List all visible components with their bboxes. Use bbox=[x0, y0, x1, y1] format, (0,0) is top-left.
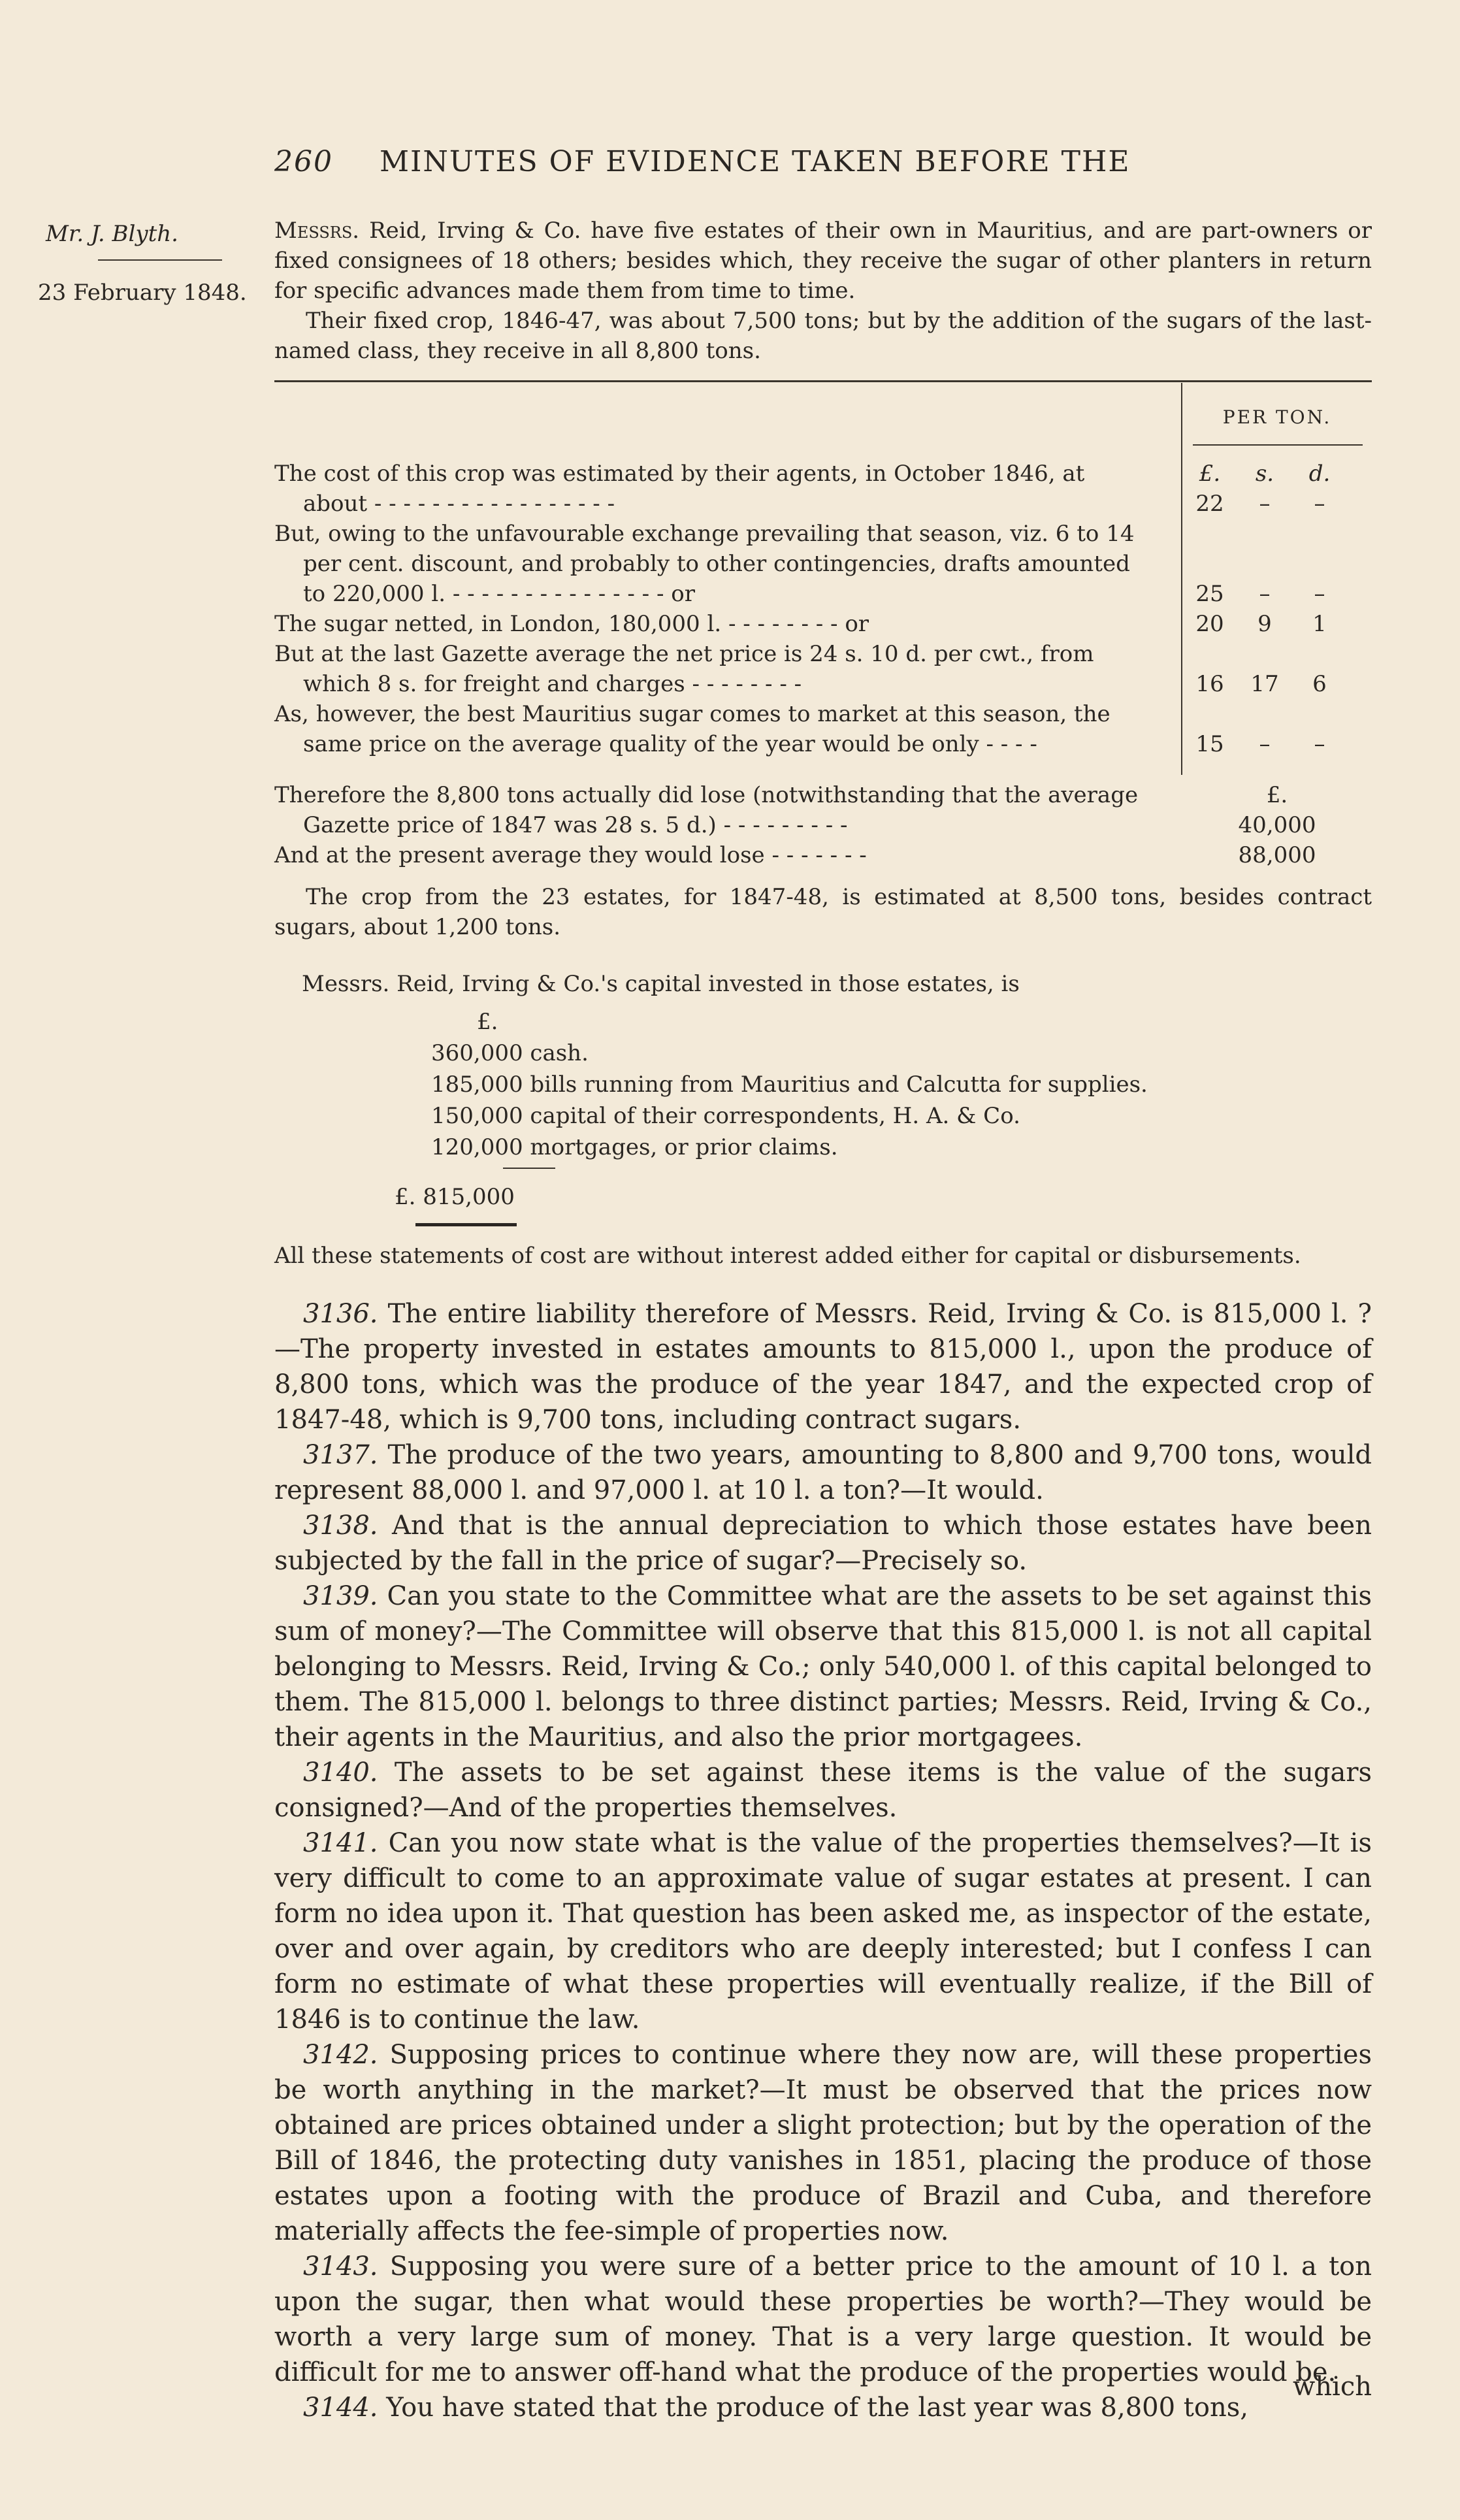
unit-pounds: £. bbox=[1199, 461, 1221, 487]
table-row: same price on the average quality of the year would be only - - - - bbox=[303, 731, 1037, 757]
question-3140 bbox=[274, 1755, 1372, 1825]
amount-pounds: 16 bbox=[1195, 671, 1224, 697]
table-row: But, owing to the unfavourable exchange prevailing that season, viz. 6 to 14 bbox=[274, 521, 1135, 547]
table-row: But at the last Gazette average the net price is 24 s. 10 d. per cwt., from bbox=[274, 641, 1094, 667]
amount-pounds: 20 bbox=[1195, 611, 1224, 637]
loss-row: Gazette price of 1847 was 28 s. 5 d.) - - - - - - - - - bbox=[303, 812, 848, 838]
question-number: 3137. bbox=[303, 1440, 378, 1470]
amount-row bbox=[1182, 669, 1372, 699]
question-3139 bbox=[274, 1579, 1372, 1755]
page-number: 260 bbox=[274, 145, 333, 178]
capital-item: 120,000 mortgages, or prior claims. bbox=[431, 1134, 838, 1160]
per-ton-rule bbox=[1193, 444, 1363, 446]
loss-row: And at the present average they would lose - - - - - - - bbox=[274, 842, 867, 868]
question-number: 3141. bbox=[303, 1828, 378, 1858]
intro-text bbox=[274, 216, 1372, 366]
intro-paragraph-1 bbox=[274, 216, 1372, 306]
question-3143 bbox=[274, 2249, 1372, 2390]
loss-amount: 88,000 bbox=[1238, 842, 1316, 868]
amount-shillings: 17 bbox=[1250, 671, 1279, 697]
amount-pounds: 22 bbox=[1195, 491, 1224, 517]
capital-sum-rule bbox=[503, 1168, 555, 1169]
intro-lead: Messrs. bbox=[274, 218, 360, 244]
table-row: about - - - - - - - - - - - - - - - - - bbox=[303, 491, 615, 517]
amount-pounds: 25 bbox=[1195, 581, 1224, 607]
question-number: 3136. bbox=[303, 1299, 378, 1329]
question-text: The produce of the two years, amounting to 8,800 and 9,700 tons, would represent 88,000 l. and 97,000 l. at 10 l. a ton?—It would. bbox=[274, 1440, 1372, 1505]
capital-heading: Messrs. Reid, Irving & Co.'s capital invested in those estates, is bbox=[302, 971, 1020, 997]
question-text: You have stated that the produce of the last year was 8,800 tons, bbox=[386, 2393, 1248, 2423]
question-number: 3143. bbox=[303, 2251, 378, 2282]
loss-amount: 40,000 bbox=[1238, 812, 1316, 838]
amount-pounds: 15 bbox=[1195, 731, 1224, 757]
table-row: As, however, the best Mauritius sugar comes to market at this season, the bbox=[274, 701, 1111, 727]
amount-pence: 6 bbox=[1312, 671, 1327, 697]
unit-pence: d. bbox=[1308, 461, 1331, 487]
question-3137 bbox=[274, 1437, 1372, 1508]
amount-row bbox=[1182, 609, 1372, 639]
table-row: The cost of this crop was estimated by their agents, in October 1846, at bbox=[274, 461, 1085, 487]
witness-name: Mr. J. Blyth. bbox=[46, 221, 178, 247]
evidence-questions bbox=[274, 1296, 1372, 2425]
per-ton-header: PER TON. bbox=[1222, 406, 1332, 428]
table-row: which 8 s. for freight and charges - - - - - - - - bbox=[303, 671, 802, 697]
question-3138 bbox=[274, 1508, 1372, 1579]
amount-pence: – bbox=[1314, 581, 1325, 607]
unit-row bbox=[1182, 459, 1372, 489]
margin-date: 23 February 1848. bbox=[38, 280, 247, 306]
intro-rest: Reid, Irving & Co. have five estates of their own in Mauritius, and are part-owners or fixed consignees of 18 others; besides which, they receive the sugar of other planters in return for specific advances made them from time to time. bbox=[274, 218, 1372, 304]
question-number: 3139. bbox=[303, 1581, 378, 1611]
amount-pence: – bbox=[1314, 731, 1325, 757]
loss-row: Therefore the 8,800 tons actually did lose (notwithstanding that the average bbox=[274, 782, 1139, 808]
question-text: Supposing prices to continue where they now are, will these properties be worth anything in the market?—It must be observed that the prices now obtained are prices obtained under a slight protection; but by the operation of the Bill of 1846, the protecting duty vanishes in 1851, placing the produce of those estates upon a footing with the produce of Brazil and Cuba, and therefore materially affects the fee-simple of properties now. bbox=[274, 2040, 1372, 2246]
amount-shillings: – bbox=[1259, 581, 1271, 607]
capital-note: All these statements of cost are without interest added either for capital or disbursements. bbox=[274, 1243, 1301, 1269]
question-text: And that is the annual depreciation to which those estates have been subjected by the fall in the price of sugar?—Precisely so. bbox=[274, 1511, 1372, 1576]
capital-unit: £. bbox=[477, 1009, 498, 1035]
running-header bbox=[274, 145, 1385, 178]
cost-table bbox=[274, 380, 1372, 867]
question-number: 3142. bbox=[303, 2040, 378, 2070]
question-3141 bbox=[274, 1825, 1372, 2037]
crop-note: The crop from the 23 estates, for 1847-48, is estimated at 8,500 tons, besides contract sugars, about 1,200 tons. bbox=[274, 884, 1372, 940]
amount-shillings: – bbox=[1259, 731, 1271, 757]
question-number: 3140. bbox=[303, 1758, 378, 1788]
table-top-rule bbox=[274, 380, 1372, 382]
margin-rule bbox=[98, 259, 222, 261]
question-number: 3138. bbox=[303, 1511, 378, 1541]
amount-pence: 1 bbox=[1312, 611, 1327, 637]
amount-row bbox=[1182, 729, 1372, 759]
question-3144 bbox=[274, 2390, 1372, 2425]
catchword: which bbox=[1293, 2372, 1372, 2402]
question-text: The assets to be set against these items is the value of the sugars consigned?—And of the properties themselves. bbox=[274, 1758, 1372, 1823]
question-text: Supposing you were sure of a better price to the amount of 10 l. a ton upon the sugar, then what would these properties be worth?—They would be worth a very large sum of money. That is a very large question. It would be difficult for me to answer off-hand what the produce of the properties would be. bbox=[274, 2251, 1372, 2387]
question-3142 bbox=[274, 2037, 1372, 2249]
capital-item: 185,000 bills running from Mauritius and Calcutta for supplies. bbox=[431, 1072, 1148, 1098]
margin-witness bbox=[46, 221, 178, 247]
loss-unit: £. bbox=[1266, 782, 1288, 808]
amount-shillings: – bbox=[1259, 491, 1271, 517]
capital-item: 360,000 cash. bbox=[431, 1040, 589, 1066]
table-row: per cent. discount, and probably to other contingencies, drafts amounted bbox=[303, 551, 1130, 577]
amount-shillings: 9 bbox=[1257, 611, 1272, 637]
amount-row bbox=[1182, 579, 1372, 609]
question-text: Can you state to the Committee what are the assets to be set against this sum of money?—The Committee will observe that this 815,000 l. is not all capital belonging to Messrs. Reid, Irving & Co.; only 540,000 l. of this capital belonged to them. The 815,000 l. belongs to three distinct parties; Messrs. Reid, Irving & Co., their agents in the Mauritius, and also the prior mortgagees. bbox=[274, 1581, 1372, 1752]
crop-note-block bbox=[274, 882, 1372, 942]
table-row: The sugar netted, in London, 180,000 l. - - - - - - - - or bbox=[274, 611, 869, 637]
capital-total-rule bbox=[415, 1223, 517, 1226]
unit-shillings: s. bbox=[1255, 461, 1274, 487]
question-number: 3144. bbox=[303, 2393, 378, 2423]
table-row: to 220,000 l. - - - - - - - - - - - - - - - or bbox=[303, 581, 695, 607]
capital-item: 150,000 capital of their correspondents, H. A. & Co. bbox=[431, 1103, 1020, 1129]
question-text: The entire liability therefore of Messrs. Reid, Irving & Co. is 815,000 l. ?—The property invested in estates amounts to 815,000 l., upon the produce of 8,800 tons, which was the produce of the year 1847, and the expected crop of 1847-48, which is 9,700 tons, including contract sugars. bbox=[274, 1299, 1372, 1435]
capital-total: £. 815,000 bbox=[395, 1184, 515, 1210]
amount-pence: – bbox=[1314, 491, 1325, 517]
intro-paragraph-2: Their fixed crop, 1846-47, was about 7,500 tons; but by the addition of the sugars of the last-named class, they receive in all 8,800 tons. bbox=[274, 308, 1372, 364]
question-3136 bbox=[274, 1296, 1372, 1437]
amount-row bbox=[1182, 489, 1372, 519]
page-title: MINUTES OF EVIDENCE TAKEN BEFORE THE bbox=[379, 145, 1131, 178]
question-text: Can you now state what is the value of the properties themselves?—It is very difficult to come to an approximate value of sugar estates at present. I can form no idea upon it. That question has been asked me, as inspector of the estate, over and over again, by creditors who are deeply interested; but I confess I can form no estimate of what these properties will eventually realize, if the Bill of 1846 is to continue the law. bbox=[274, 1828, 1372, 2035]
